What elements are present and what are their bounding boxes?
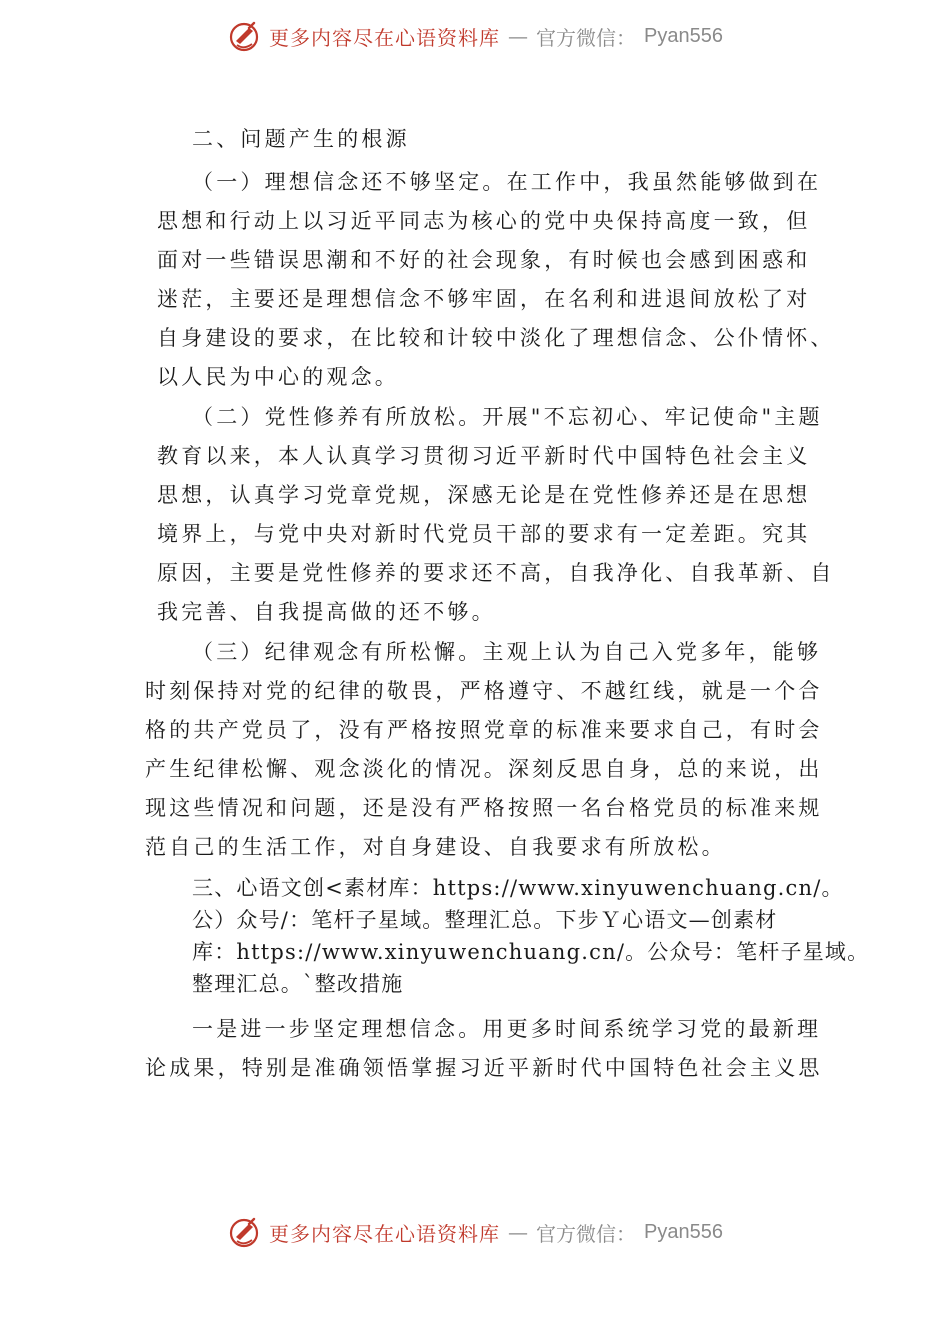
section-heading: 二、问题产生的根源 [192, 127, 410, 151]
paragraph-line: 境界上，与党中央对新时代党员干部的要求有一定差距。究其 [157, 522, 811, 546]
paragraph-line: 思想，认真学习党章党规，深感无论是在党性修养还是在思想 [157, 483, 811, 507]
paragraph-line: （二）党性修养有所放松。开展"不忘初心、牢记使命"主题 [192, 405, 823, 429]
paragraph-line: （三）纪律观念有所松懈。主观上认为自己入党多年，能够 [192, 640, 822, 664]
paragraph-line: （一）理想信念还不够坚定。在工作中，我虽然能够做到在 [192, 170, 822, 194]
paragraph-line: 一是进一步坚定理想信念。用更多时间系统学习党的最新理 [192, 1017, 822, 1041]
paragraph-line: 面对一些错误思潮和不好的社会现象，有时候也会感到困惑和 [157, 248, 811, 272]
paragraph-line: 迷茫，主要还是理想信念不够牢固，在名利和进退间放松了对 [157, 287, 811, 311]
paragraph-line: 时刻保持对党的纪律的敬畏，严格遵守、不越红线，就是一个合 [145, 679, 823, 703]
watermark-wechat-label: 官方微信： [536, 25, 637, 50]
watermark-separator: — [508, 1220, 529, 1244]
paragraph-line: 库：https://www.xinyuwenchuang.cn/。公众号：笔杆子星域。 [192, 940, 870, 964]
watermark-separator: — [508, 24, 529, 48]
brand-logo-icon [227, 1215, 261, 1249]
paragraph-line: 论成果，特别是准确领悟掌握习近平新时代中国特色社会主义思 [145, 1056, 823, 1080]
paragraph-line: 范自己的生活工作，对自身建设、自我要求有所放松。 [145, 835, 726, 859]
paragraph-line: 现这些情况和问题，还是没有严格按照一名台格党员的标准来规 [145, 796, 823, 820]
paragraph-line: 自身建设的要求，在比较和计较中淡化了理想信念、公仆情怀、 [157, 326, 835, 350]
paragraph-line: 教育以来，本人认真学习贯彻习近平新时代中国特色社会主义 [157, 444, 811, 468]
paragraph-line: 公）众号/：笔杆子星域。整理汇总。下步Ｙ心语文—创素材 [192, 908, 778, 932]
paragraph-line: 以人民为中心的观念。 [157, 365, 399, 389]
paragraph-line: 我完善、自我提高做的还不够。 [157, 600, 496, 624]
paragraph-line: 产生纪律松懈、观念淡化的情况。深刻反思自身，总的来说，出 [145, 757, 823, 781]
watermark-wechat-id: Pyan556 [644, 24, 723, 47]
watermark-wechat-label: 官方微信： [536, 1221, 637, 1246]
watermark-brand-text: 更多内容尽在心语资料库 [269, 25, 501, 50]
watermark-wechat-id: Pyan556 [644, 1220, 723, 1243]
paragraph-line: 格的共产党员了，没有严格按照党章的标准来要求自己，有时会 [145, 718, 823, 742]
watermark-brand-text: 更多内容尽在心语资料库 [269, 1221, 501, 1246]
paragraph-line: 整理汇总。`整改措施 [192, 972, 404, 996]
section-heading-with-ad: 三、心语文创<素材库：https://www.xinyuwenchuang.cn/。 [192, 876, 844, 900]
paragraph-line: 思想和行动上以习近平同志为核心的党中央保持高度一致，但 [157, 209, 811, 233]
brand-logo-icon [227, 19, 261, 53]
paragraph-line: 原因，主要是党性修养的要求还不高，自我净化、自我革新、自 [157, 561, 835, 585]
header-watermark [0, 14, 950, 58]
footer-watermark [0, 1210, 950, 1254]
